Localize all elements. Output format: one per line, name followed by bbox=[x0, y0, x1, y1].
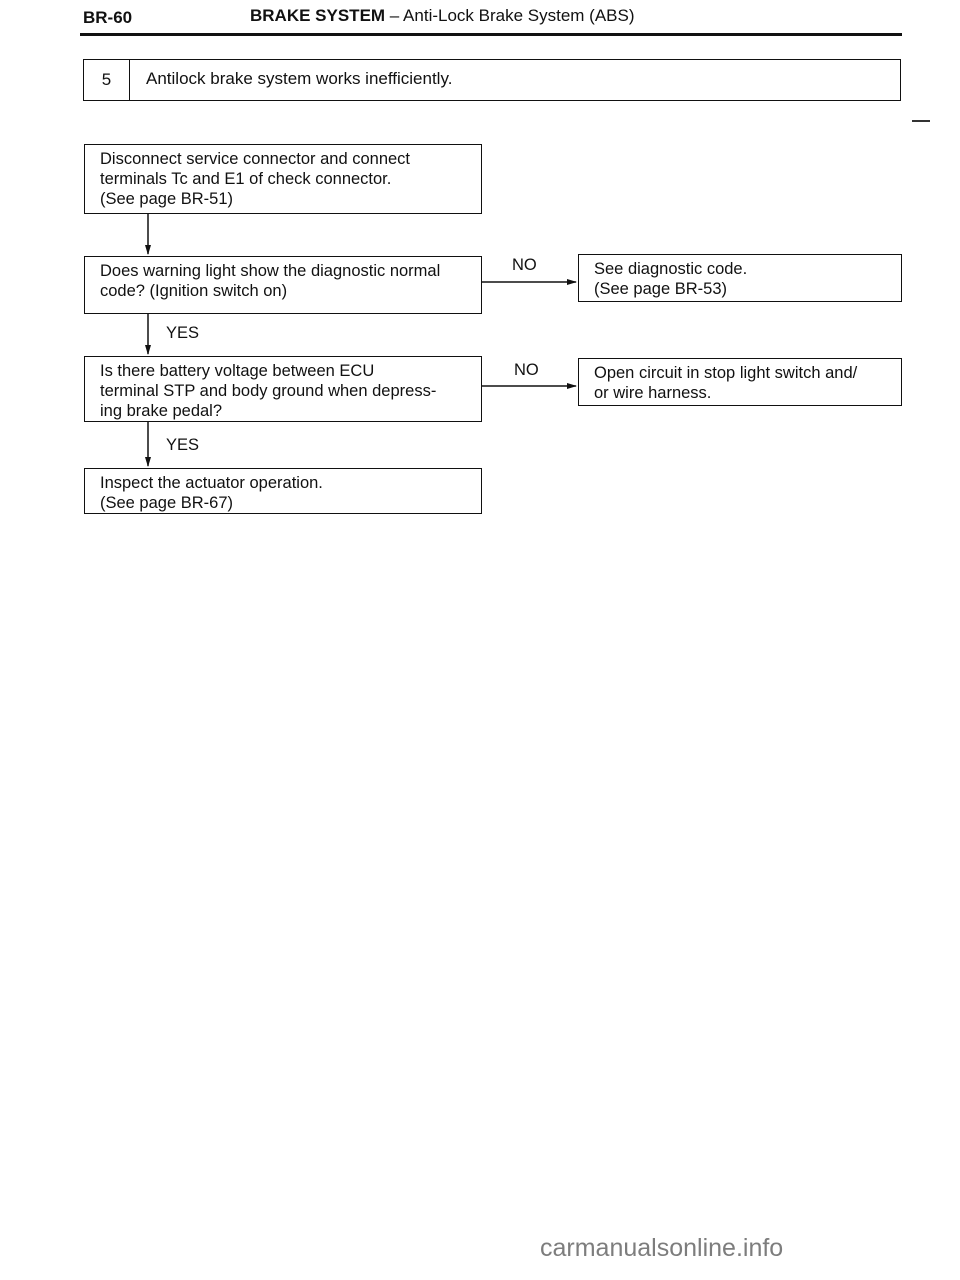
watermark: carmanualsonline.info bbox=[540, 1234, 784, 1262]
result-1-box: See diagnostic code. (See page BR-53) bbox=[578, 254, 902, 302]
no-label-1: NO bbox=[512, 256, 537, 274]
step-1-box: Disconnect service connector and connect terminals Tc and E1 of check connector. (See page BR-51) bbox=[84, 144, 482, 214]
step-2-box: Does warning light show the diagnostic normal code? (Ignition switch on) bbox=[84, 256, 482, 314]
title-separator: – bbox=[385, 6, 404, 25]
subsection-title: Anti-Lock Brake System (ABS) bbox=[403, 6, 635, 25]
result-2-box: Open circuit in stop light switch and/ or wire harness. bbox=[578, 358, 902, 406]
no-label-2: NO bbox=[514, 361, 539, 379]
yes-label-2: YES bbox=[166, 436, 200, 454]
step-4-box: Inspect the actuator operation. (See page BR-67) bbox=[84, 468, 482, 514]
problem-text: Antilock brake system works inefficiently. bbox=[146, 69, 453, 88]
problem-number: 5 bbox=[84, 60, 130, 100]
step-3-box: Is there battery voltage between ECU terminal STP and body ground when depress- ing brake pedal? bbox=[84, 356, 482, 422]
page-code: BR-60 bbox=[83, 8, 133, 27]
yes-label-1: YES bbox=[166, 324, 200, 342]
section-title: BRAKE SYSTEM bbox=[250, 6, 386, 25]
